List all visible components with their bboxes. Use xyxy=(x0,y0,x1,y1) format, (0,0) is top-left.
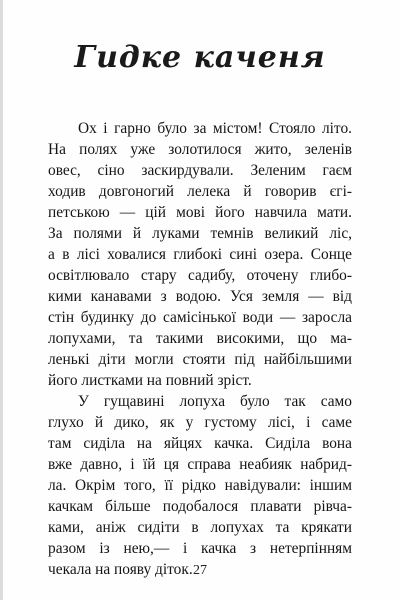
text-line: Ох і гарно було за містом! Стояло літо. xyxy=(78,120,352,137)
text-line: У гущавині лопуха було так само xyxy=(78,393,352,410)
text-line: там сиділа на яйцях качка. Сиділа вона xyxy=(48,435,352,452)
text-line: ками, аніж сидіти в лопухах та крякати xyxy=(48,519,352,536)
text-line: овес, сіно заскирдували. Зеленим гаєм xyxy=(48,162,352,179)
paragraph-1 xyxy=(48,118,352,391)
text-line: За полями й луками темнів великий ліс, xyxy=(48,225,352,242)
text-line: качкам більше подобалося плавати рівча- xyxy=(48,498,352,515)
text-line: разом із нею,— і качка з нетерпінням xyxy=(48,540,352,557)
text-line: чекала на появу діток. xyxy=(48,561,193,578)
text-line: вже давно, і їй ця справа неабияк набрид- xyxy=(48,456,352,473)
text-line: кими канавами з водою. Уся земля — від xyxy=(48,288,352,305)
page-number: 27 xyxy=(193,563,207,578)
text-line: петською — цій мові його навчила мати. xyxy=(48,204,352,221)
paragraph-2 xyxy=(48,391,352,580)
text-line: освітлювало стару садибу, оточену глибо- xyxy=(48,267,352,284)
text-line: а в лісі ховалися глибокі сині озера. Сонце xyxy=(48,246,352,263)
text-line: глухо й дико, як у густому лісі, і саме xyxy=(48,414,352,431)
text-line: На полях уже золотилося жито, зеленів xyxy=(48,141,352,158)
text-line: ленькі діти могли стояти під найбільшими xyxy=(48,351,352,368)
text-line: ла. Окрім того, її рідко навідували: іншим xyxy=(48,477,352,494)
chapter-title: Гидке каченя xyxy=(74,40,326,75)
text-line: ходив довгоногий лелека й говорив єгі- xyxy=(48,183,352,200)
page-edge xyxy=(0,0,3,600)
text-line: лопухами, та такими високими, що ма- xyxy=(48,330,352,347)
text-line: його листками на повний зріст. xyxy=(48,372,252,389)
text-line: стін будинку до самісінької води — заросла xyxy=(48,309,352,326)
chapter-body xyxy=(48,118,352,580)
